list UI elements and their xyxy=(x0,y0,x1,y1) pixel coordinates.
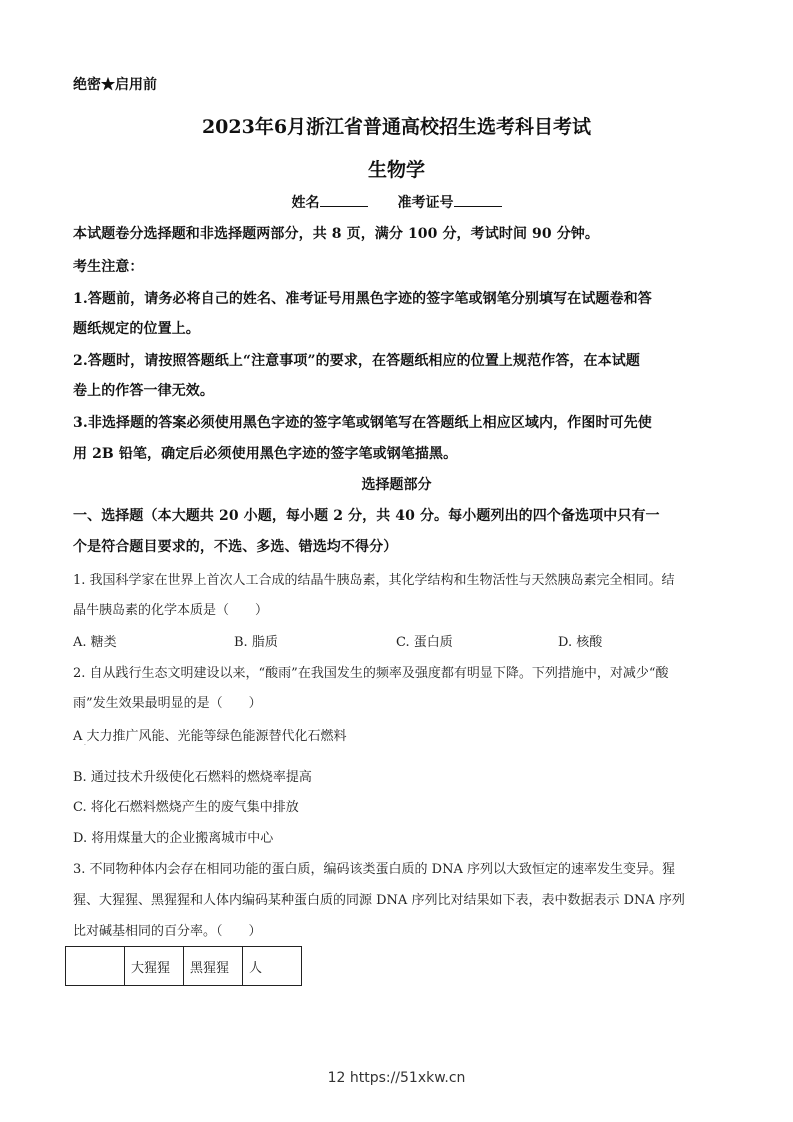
q2-option-b: B. 通过技术升级使化石燃料的燃烧率提高 xyxy=(73,770,312,785)
q2-stem-line-b: 雨”发生效果最明显的是（ ） xyxy=(73,696,262,711)
page-footer: 12 https://51xkw.cn xyxy=(327,1070,466,1086)
notice-3-line-a: 3.非选择题的答案必须使用黑色字迹的签字笔或钢笔写在答题纸上相应区域内，作图时可先使 xyxy=(73,415,652,431)
table-header-cell xyxy=(66,947,125,986)
q3-stem-line-c: 比对碱基相同的百分率。（ ） xyxy=(73,924,262,939)
exam-summary: 本试题卷分选择题和非选择题两部分，共 8 页，满分 100 分，考试时间 90 分钟。 xyxy=(73,226,599,242)
id-label: 准考证号 xyxy=(397,195,454,211)
q2-stem-line-a: 2. 自从践行生态文明建设以来，“酸雨”在我国发生的频率及强度都有明显下降。下列措施中，对减少“酸 xyxy=(73,666,669,681)
part-title: 选择题部分 xyxy=(361,477,432,493)
table-header-cell: 人 xyxy=(243,947,302,986)
q1-stem-line-a: 1. 我国科学家在世界上首次人工合成的结晶牛胰岛素，其化学结构和生物活性与天然胰岛素完全相同。结 xyxy=(73,573,675,588)
notice-2-line-a: 2.答题时，请按照答题纸上“注意事项”的要求，在答题纸相应的位置上规范作答，在本试题 xyxy=(73,353,640,369)
notice-3-line-b: 用 2B 铅笔，确定后必须使用黑色字迹的签字笔或钢笔描黑。 xyxy=(73,446,458,462)
subject-title: 生物学 xyxy=(367,159,425,181)
q2-option-d: D. 将用煤量大的企业搬离城市中心 xyxy=(73,831,274,846)
section-heading-line-b: 个是符合题目要求的，不选、多选、错选均不得分） xyxy=(73,539,398,555)
name-blank xyxy=(320,192,368,207)
candidate-info-row xyxy=(0,192,793,212)
dna-comparison-table xyxy=(65,946,302,986)
notice-1-line-b: 题纸规定的位置上。 xyxy=(73,321,200,337)
q1-option-a: A. 糖类 xyxy=(73,635,117,650)
section-heading-line-a: 一、选择题（本大题共 20 小题，每小题 2 分，共 40 分。每小题列出的四个备选项中只有一 xyxy=(73,508,660,524)
q2-option-a: A 大力推广风能、光能等绿色能源替代化石燃料 xyxy=(73,729,347,744)
q2-option-c: C. 将化石燃料燃烧产生的废气集中排放 xyxy=(73,800,299,815)
notice-1-line-a: 1.答题前，请务必将自己的姓名、准考证号用黑色字迹的签字笔或钢笔分别填写在试题卷和答 xyxy=(73,291,652,307)
id-blank xyxy=(454,192,502,207)
notice-title: 考生注意： xyxy=(73,259,144,275)
stray-dot-mark: · xyxy=(84,742,86,749)
table-header-cell: 大猩猩 xyxy=(125,947,184,986)
q3-stem-line-b: 猩、大猩猩、黑猩猩和人体内编码某种蛋白质的同源 DNA 序列比对结果如下表，表中数据表示 DNA 序列 xyxy=(73,893,685,908)
q1-option-b: B. 脂质 xyxy=(234,635,278,650)
q1-stem-line-b: 晶牛胰岛素的化学本质是（ ） xyxy=(73,603,269,618)
q1-option-c: C. 蛋白质 xyxy=(396,635,453,650)
table-header-row xyxy=(66,947,302,986)
exam-title: 2023年6月浙江省普通高校招生选考科目考试 xyxy=(201,116,592,138)
q3-stem-line-a: 3. 不同物种体内会存在相同功能的蛋白质，编码该类蛋白质的 DNA 序列以大致恒定的速率发生变异。猩 xyxy=(73,862,675,877)
q1-option-d: D. 核酸 xyxy=(558,635,603,650)
name-label: 姓名 xyxy=(291,195,320,211)
table-header-cell: 黑猩猩 xyxy=(184,947,243,986)
confidential-label: 绝密★启用前 xyxy=(73,77,157,93)
notice-2-line-b: 卷上的作答一律无效。 xyxy=(73,383,214,399)
